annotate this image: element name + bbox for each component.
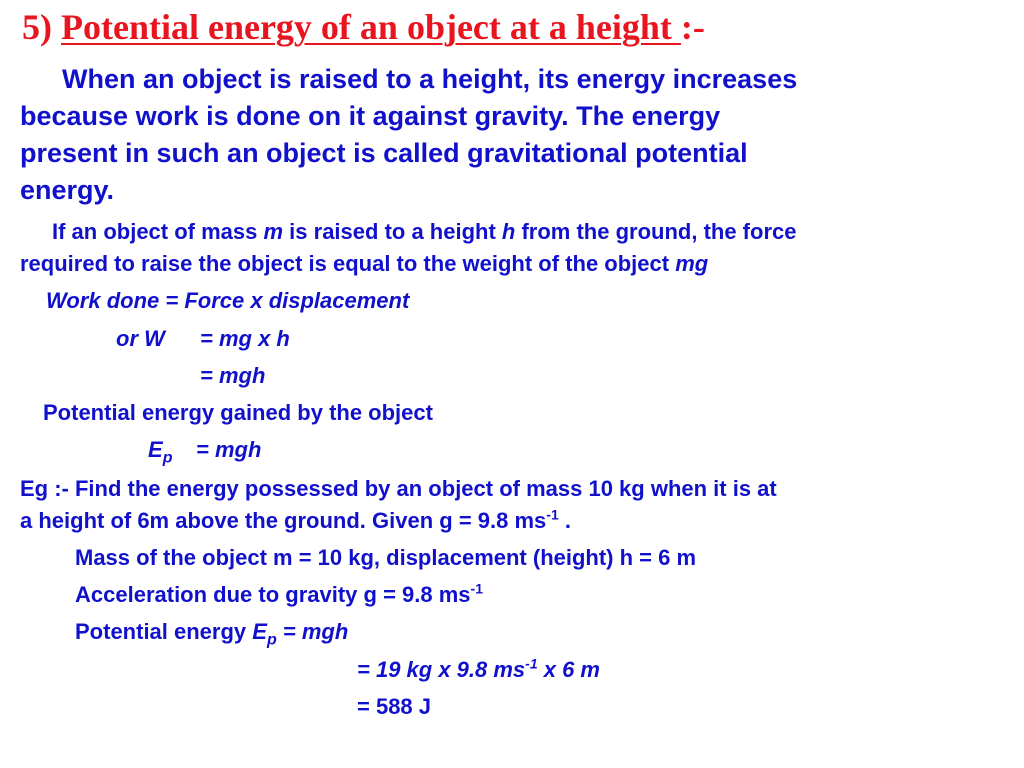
var-m: m [263, 219, 284, 244]
title-number: 5) [22, 7, 52, 47]
para1-line3: present in such an object is called gravitational potential [20, 138, 748, 168]
solution-pe-E: E [252, 619, 267, 644]
calc-end: x 6 m [537, 657, 600, 682]
example-sup: -1 [546, 506, 559, 523]
pe-sub: p [162, 449, 173, 467]
solution-calc [357, 657, 600, 683]
para2-text-line2: required to raise the object is equal to the weight of the object [20, 251, 676, 276]
example-line2 [20, 508, 571, 534]
example-end: . [558, 508, 571, 533]
work-line1: Work done = Force x displacement [46, 288, 410, 313]
work-line3: = mgh [200, 363, 266, 388]
solution-accel [75, 582, 483, 608]
slide-title [22, 6, 705, 48]
para2-line2 [20, 251, 708, 277]
accel-text: Acceleration due to gravity g = 9.8 ms [75, 582, 471, 607]
solution-mass: Mass of the object m = 10 kg, displacement (height) h = 6 m [75, 545, 697, 570]
pe-line: Potential energy gained by the object [43, 400, 433, 425]
para1-line2: because work is done on it against gravity. The energy [20, 101, 721, 131]
example-text: a height of 6m above the ground. Given g = 9.8 ms [20, 508, 547, 533]
para1-line1: When an object is raised to a height, its energy increases [62, 64, 798, 94]
solution-pe-label: Potential energy [75, 619, 253, 644]
calc-text: = 19 kg x 9.8 ms [357, 657, 526, 682]
work-line2-or: or W [116, 326, 165, 351]
para2-text-c: from the ground, the force [515, 219, 797, 244]
var-mg: mg [675, 251, 709, 276]
solution-pe [75, 619, 349, 649]
solution-pe-eq: = mgh [276, 619, 349, 644]
work-line2-eq: = mg x h [200, 326, 290, 351]
accel-sup: -1 [470, 580, 483, 597]
pe-E: E [148, 437, 163, 462]
calc-sup: -1 [525, 655, 538, 672]
para2-text-b: is raised to a height [283, 219, 502, 244]
para2-text-a: If an object of mass [52, 219, 264, 244]
var-h: h [501, 219, 516, 244]
pe-eq: = mgh [196, 437, 262, 462]
example-line1: Eg :- Find the energy possessed by an object of mass 10 kg when it is at [20, 476, 777, 501]
title-text: Potential energy of an object at a height [61, 7, 681, 47]
para2-line1 [52, 219, 796, 245]
solution-pe-sub: p [266, 631, 277, 649]
solution-result: = 588 J [357, 694, 432, 719]
para1-line4: energy. [20, 175, 115, 205]
title-suffix: :- [680, 7, 705, 47]
pe-symbol [148, 437, 173, 467]
